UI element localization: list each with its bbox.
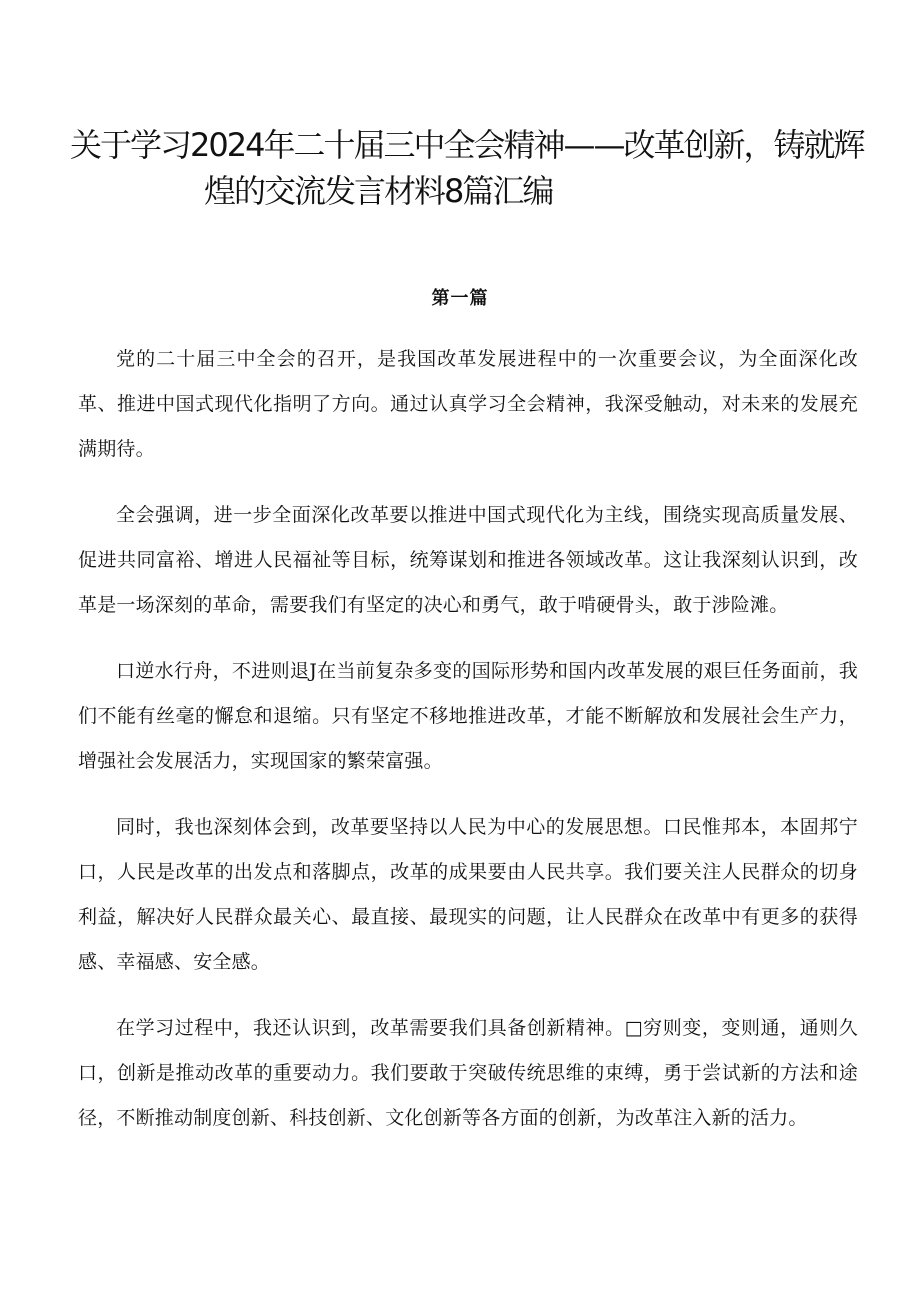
- section-heading: 第一篇: [431, 288, 489, 309]
- document-title: [70, 122, 864, 214]
- paragraph: 全会强调，进一步全面深化改革要以推进中国式现代化为主线，围绕实现高质量发展、促进共同富裕、增进人民福祉等目标，统筹谋划和推进各领域改革。这让我深刻认识到，改革是一场深刻的革命，需要我们有坚定的决心和勇气，敢于啃硬骨头，敢于涉险滩。: [78, 504, 858, 616]
- paragraph: 在学习过程中，我还认识到，改革需要我们具备创新精神。□穷则变，变则通，通则久口，创新是推动改革的重要动力。我们要敢于突破传统思维的束缚，勇于尝试新的方法和途径，不断推动制度创新、科技创新、文化创新等各方面的创新，为改革注入新的活力。: [78, 1017, 858, 1129]
- paragraph: 同时，我也深刻体会到，改革要坚持以人民为中心的发展思想。口民惟邦本，本固邦宁口，人民是改革的出发点和落脚点，改革的成果要由人民共享。我们要关注人民群众的切身利益，解决好人民群众最关心、最直接、最现实的问题，让人民群众在改革中有更多的获得感、幸福感、安全感。: [78, 816, 858, 973]
- paragraph: 党的二十届三中全会的召开，是我国改革发展进程中的一次重要会议，为全面深化改革、推进中国式现代化指明了方向。通过认真学习全会精神，我深受触动，对未来的发展充满期待。: [78, 348, 858, 460]
- paragraph: 口逆水行舟，不进则退J在当前复杂多变的国际形势和国内改革发展的艰巨任务面前，我们不能有丝毫的懈怠和退缩。只有坚定不移地推进改革，才能不断解放和发展社会生产力，增强社会发展活力，实现国家的繁荣富强。: [78, 660, 858, 772]
- document-title-line-1: 关于学习2024年二十届三中全会精神——改革创新，铸就辉: [70, 126, 864, 164]
- document-title-line-2: 煌的交流发言材料8篇汇编: [204, 172, 553, 210]
- document-body: [78, 337, 858, 1162]
